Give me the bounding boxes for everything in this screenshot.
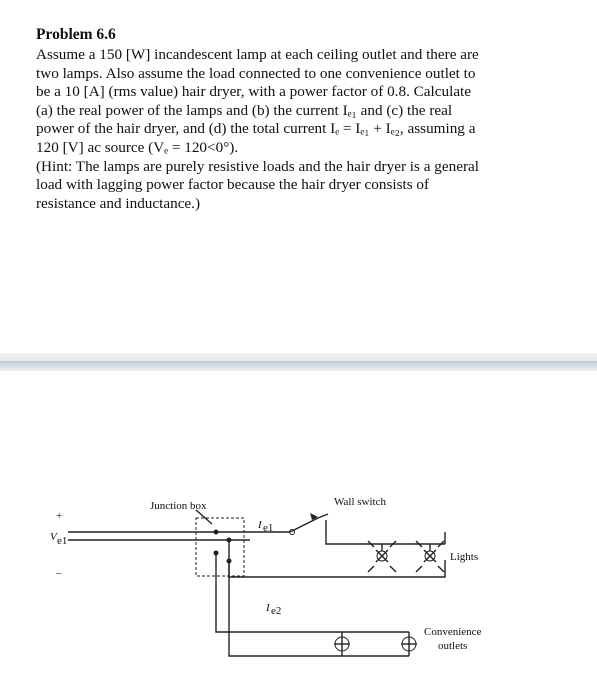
current-ie2-label: I (266, 602, 270, 614)
problem-line: (a) the real power of the lamps and (b) the current Iₑ₁ and (c) the real (36, 101, 453, 119)
problem-line: Assume a 150 [W] incandescent lamp at each ceiling outlet and there are (36, 46, 479, 63)
source-voltage-label: V (50, 531, 57, 543)
switch-lever (290, 518, 318, 532)
junction-node (214, 530, 219, 535)
outlet-icon (334, 632, 350, 656)
problem-line: 120 [V] ac source (Vₑ = 120<0°). (36, 138, 239, 156)
problem-line: load with lagging power factor because the hair dryer consists of (36, 176, 430, 194)
problem-line: power of the hair dryer, and (d) the total current Iₑ = Iₑ₁ + Iₑ₂, assuming a (36, 120, 476, 138)
lamp-icon (368, 541, 396, 572)
problem-title: Problem 6.6 (36, 26, 116, 43)
switch-leader (318, 514, 328, 518)
junction-box-leader (196, 510, 212, 524)
problem-line: be a 10 [A] (rms value) hair dryer, with a power factor of 0.8. Calculate (36, 83, 472, 101)
outlet-icon (401, 632, 417, 656)
lamp-icon (416, 541, 444, 572)
lights-label: Lights (450, 551, 479, 563)
lights-feed-wire (326, 520, 445, 544)
outlets-label: outlets (438, 640, 468, 652)
junction-box-label: Junction box (150, 500, 207, 512)
outlet-feed-wire (216, 553, 409, 632)
problem-line: (Hint: The lamps are purely resistive loads and the hair dryer is a general (36, 157, 479, 175)
current-ie2-subscript: e2 (271, 605, 282, 617)
convenience-label: Convenience (424, 626, 482, 638)
wall-switch-label: Wall switch (334, 496, 386, 508)
current-ie1-subscript: e1 (263, 522, 274, 534)
lights-return-wire (229, 540, 445, 577)
current-ie1-label: I (258, 519, 262, 531)
problem-line: two lamps. Also assume the load connected to one convenience outlet to (36, 64, 476, 82)
junction-box (196, 518, 244, 576)
plus-sign: + (56, 510, 63, 522)
minus-sign: – (56, 567, 62, 579)
outlet-return-wire (229, 561, 409, 656)
source-voltage-subscript: e1 (57, 535, 68, 547)
problem-line: resistance and inductance.) (36, 194, 201, 212)
